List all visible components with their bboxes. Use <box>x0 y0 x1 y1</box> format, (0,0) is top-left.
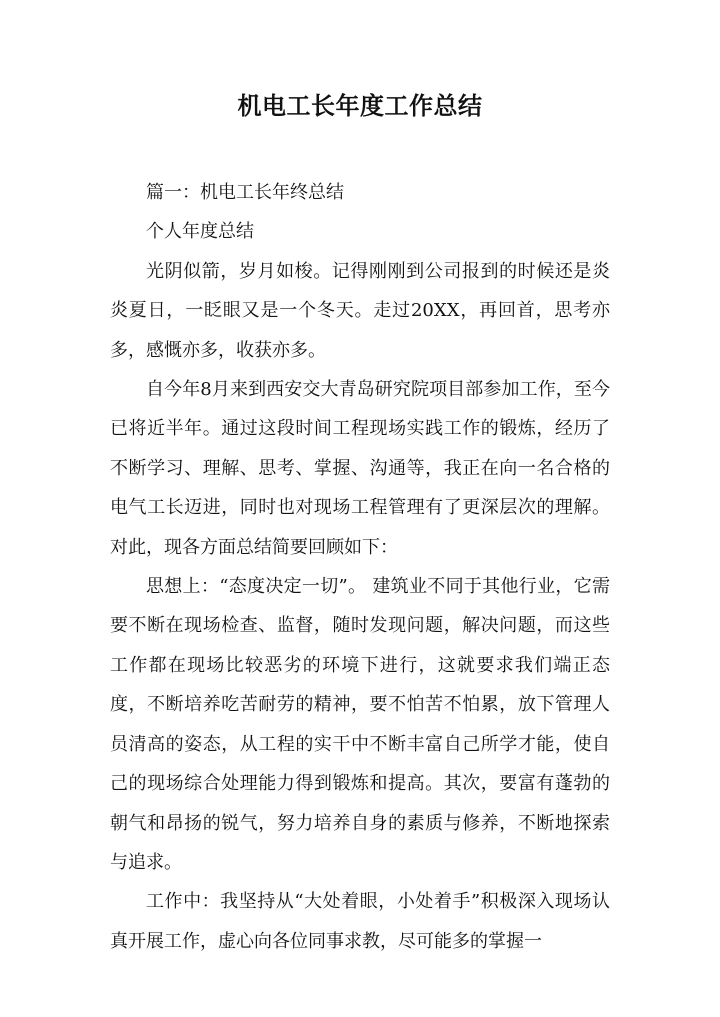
section-heading: 篇一：机电工长年终总结 <box>146 182 344 203</box>
document-body <box>110 173 610 961</box>
paragraph-background: 自今年8月来到西安交大青岛研究院项目部参加工作，至今已将近半年。通过这段时间工程现场实践工作的锻炼，经历了不断学习、理解、思考、掌握、沟通等，我正在向一名合格的电气工长迈进，同时也对现场工程管理有了更深层次的理解。对此，现各方面总结简要回顾如下： <box>110 379 610 558</box>
paragraph-thinking: 思想上：“态度决定一切”。 建筑业不同于其他行业，它需要不断在现场检查、监督，随时发现问题，解决问题，而这些工作都在现场比较恶劣的环境下进行，这就要求我们端正态度，不断培养吃苦耐劳的精神，要不怕苦不怕累，放下管理人员清高的姿态，从工程的实干中不断丰富自己所学才能，使自己的现场综合处理能力得到锻炼和提高。其次，要富有蓬勃的朝气和昂扬的锐气，努力培养自身的素质与修养，不断地探索与追求。 <box>110 576 610 873</box>
paragraph-intro: 光阴似箭，岁月如梭。记得刚刚到公司报到的时候还是炎炎夏日，一眨眼又是一个冬天。走过20XX，再回首，思考亦多，感慨亦多，收获亦多。 <box>110 260 610 361</box>
paragraph-work: 工作中：我坚持从“大处着眼，小处着手”积极深入现场认真开展工作，虚心向各位同事求教，尽可能多的掌握一 <box>110 891 610 952</box>
subsection-heading: 个人年度总结 <box>146 221 254 243</box>
document-title: 机电工长年度工作总结 <box>237 92 483 120</box>
